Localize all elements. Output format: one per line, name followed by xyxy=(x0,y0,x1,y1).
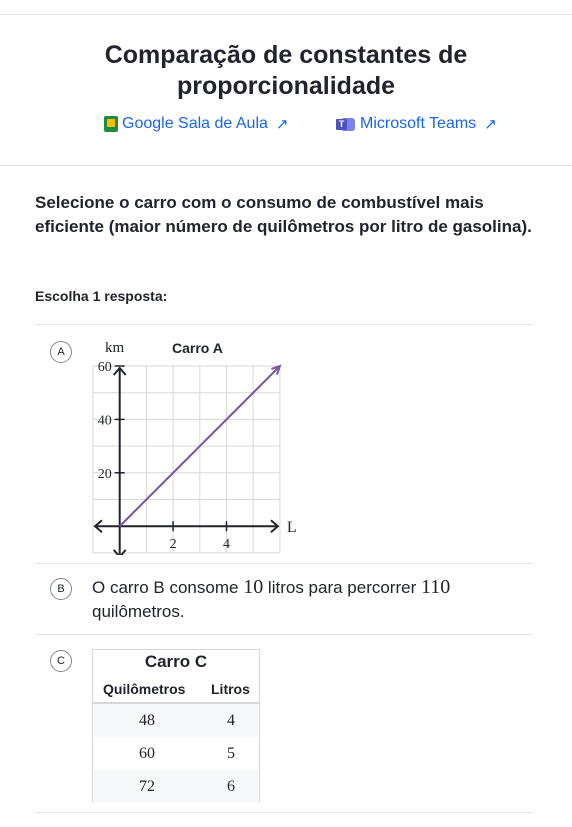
option-b-letter[interactable]: B xyxy=(50,578,72,600)
microsoft-teams-label: Microsoft Teams xyxy=(360,115,477,132)
option-divider xyxy=(35,563,533,564)
x-tick-label: 2 xyxy=(169,537,177,553)
table-cell-km: 48 xyxy=(139,712,155,729)
question-text: Selecione o carro com o consumo de combustível mais eficiente (maior número de quilômetros por litro de gasolina). xyxy=(35,193,532,236)
table-header-km: Quilômetros xyxy=(103,681,186,697)
option-b-text xyxy=(92,575,532,624)
y-axis-label: km xyxy=(105,340,125,356)
page-title xyxy=(0,40,572,102)
carro-a-graph xyxy=(85,360,315,555)
y-tick-label: 60 xyxy=(97,360,112,375)
google-classroom-label: Google Sala de Aula xyxy=(122,115,268,132)
option-a-letter[interactable]: A xyxy=(50,341,72,363)
table-header-liters: Litros xyxy=(211,681,250,697)
external-link-icon: ↗ xyxy=(275,116,289,133)
external-link-icon: ↗ xyxy=(484,116,497,133)
x-axis-label: L xyxy=(286,519,297,537)
table-row xyxy=(93,737,259,770)
microsoft-teams-icon xyxy=(336,116,356,132)
option-divider xyxy=(35,634,533,635)
table-cell-liters: 4 xyxy=(227,712,235,729)
option-c-letter[interactable]: C xyxy=(50,650,72,672)
option-b-text-start: O carro B consome xyxy=(92,578,239,597)
y-tick-label: 40 xyxy=(97,413,112,429)
table-caption: Carro C xyxy=(144,652,208,671)
table-cell-km: 60 xyxy=(139,745,155,762)
option-b-liters: 10 xyxy=(243,576,264,598)
graph-ticks xyxy=(98,360,230,552)
microsoft-teams-link[interactable] xyxy=(336,115,497,133)
header-divider xyxy=(0,165,572,166)
option-b-km: 110 xyxy=(420,576,451,598)
answer-instruction: Escolha 1 resposta: xyxy=(35,288,168,304)
table-row xyxy=(93,704,259,737)
top-divider xyxy=(0,14,572,15)
graph-axes xyxy=(95,368,297,555)
y-tick-label: 20 xyxy=(97,466,112,482)
google-classroom-link[interactable] xyxy=(104,115,288,133)
graph-title: Carro A xyxy=(172,340,223,356)
page-title-line2: proporcionalidade xyxy=(176,72,396,100)
table-row xyxy=(93,770,259,803)
option-b-text-middle: litros para percorrer xyxy=(267,578,417,597)
table-cell-km: 72 xyxy=(139,778,155,795)
table-cell-liters: 5 xyxy=(227,745,235,762)
carro-c-table xyxy=(92,649,260,802)
x-tick-label: 4 xyxy=(223,537,230,553)
option-divider xyxy=(35,812,533,813)
share-row xyxy=(0,115,572,137)
google-classroom-icon xyxy=(104,116,118,132)
option-divider xyxy=(35,324,533,325)
table-cell-liters: 6 xyxy=(227,778,235,795)
page-title-line1: Comparação de constantes de xyxy=(104,41,468,69)
option-b-text-end: quilômetros. xyxy=(92,602,185,621)
